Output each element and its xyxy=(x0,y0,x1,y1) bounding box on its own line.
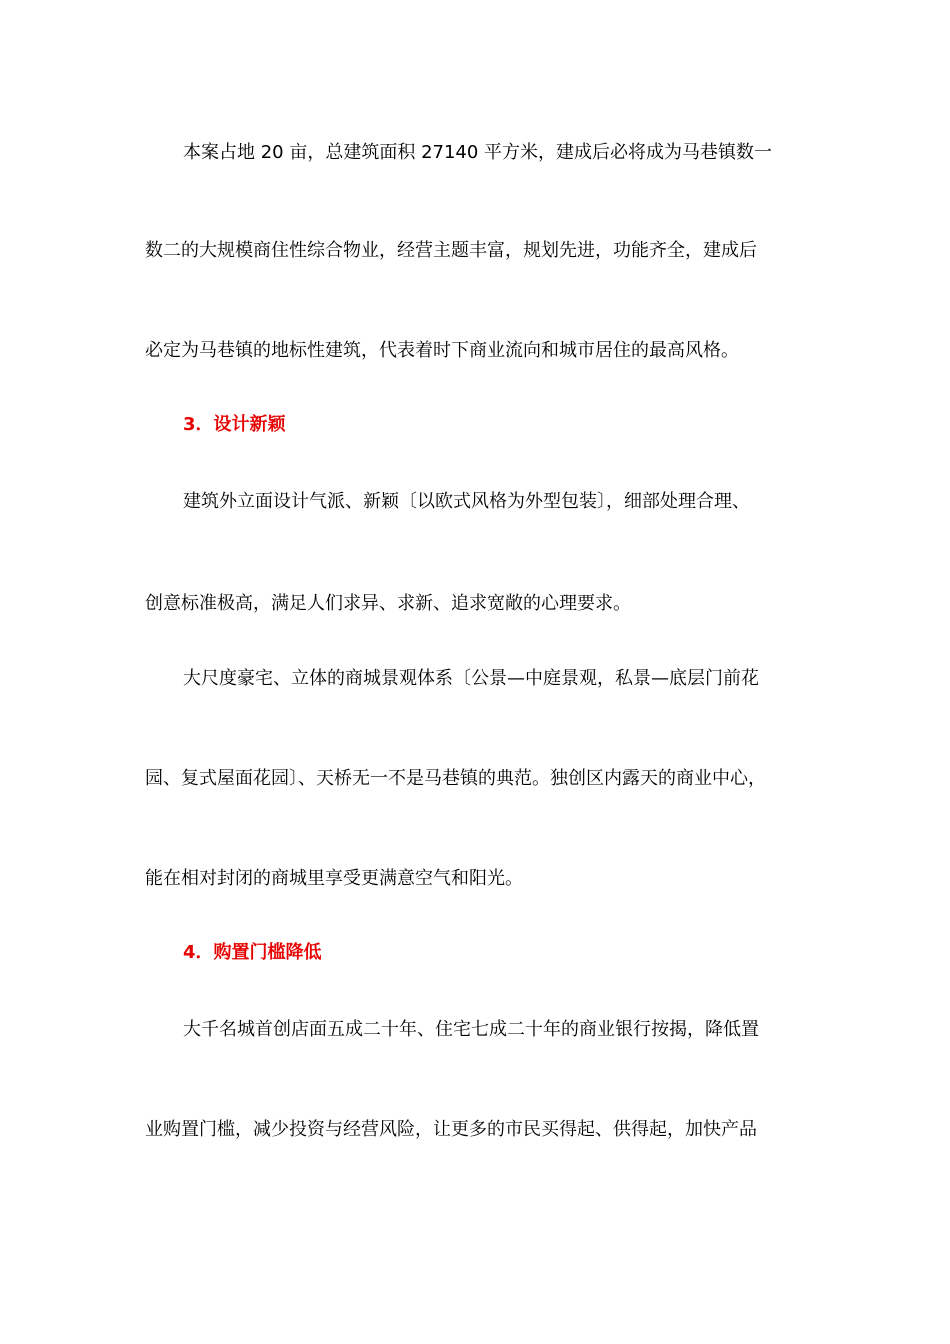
paragraph-4-line-1: 大千名城首创店面五成二十年、住宅七成二十年的商业银行按揭，降低置 xyxy=(183,1019,759,1040)
paragraph-4-line-2: 业购置门槛，减少投资与经营风险，让更多的市民买得起、供得起，加快产品 xyxy=(145,1119,757,1140)
paragraph-3-line-3: 能在相对封闭的商城里享受更满意空气和阳光。 xyxy=(145,868,523,889)
paragraph-2-line-2: 创意标准极高，满足人们求异、求新、追求宽敞的心理要求。 xyxy=(145,593,631,614)
paragraph-1-line-2: 数二的大规模商住性综合物业，经营主题丰富，规划先进，功能齐全，建成后 xyxy=(145,240,757,261)
paragraph-3-line-2: 园、复式屋面花园〕、天桥无一不是马巷镇的典范。独创区内露天的商业中心， xyxy=(145,768,766,789)
paragraph-2-line-1: 建筑外立面设计气派、新颖〔以欧式风格为外型包装〕，细部处理合理、 xyxy=(183,491,750,512)
section-heading-3: 3．设计新颖 xyxy=(183,414,286,435)
paragraph-1-line-1: 本案占地 20 亩，总建筑面积 27140 平方米，建成后必将成为马巷镇数一 xyxy=(183,142,773,163)
paragraph-1-line-3: 必定为马巷镇的地标性建筑，代表着时下商业流向和城市居住的最高风格。 xyxy=(145,340,739,361)
paragraph-3-line-1: 大尺度豪宅、立体的商城景观体系〔公景—中庭景观，私景—底层门前花 xyxy=(183,668,759,689)
section-heading-4: 4．购置门槛降低 xyxy=(183,942,322,963)
